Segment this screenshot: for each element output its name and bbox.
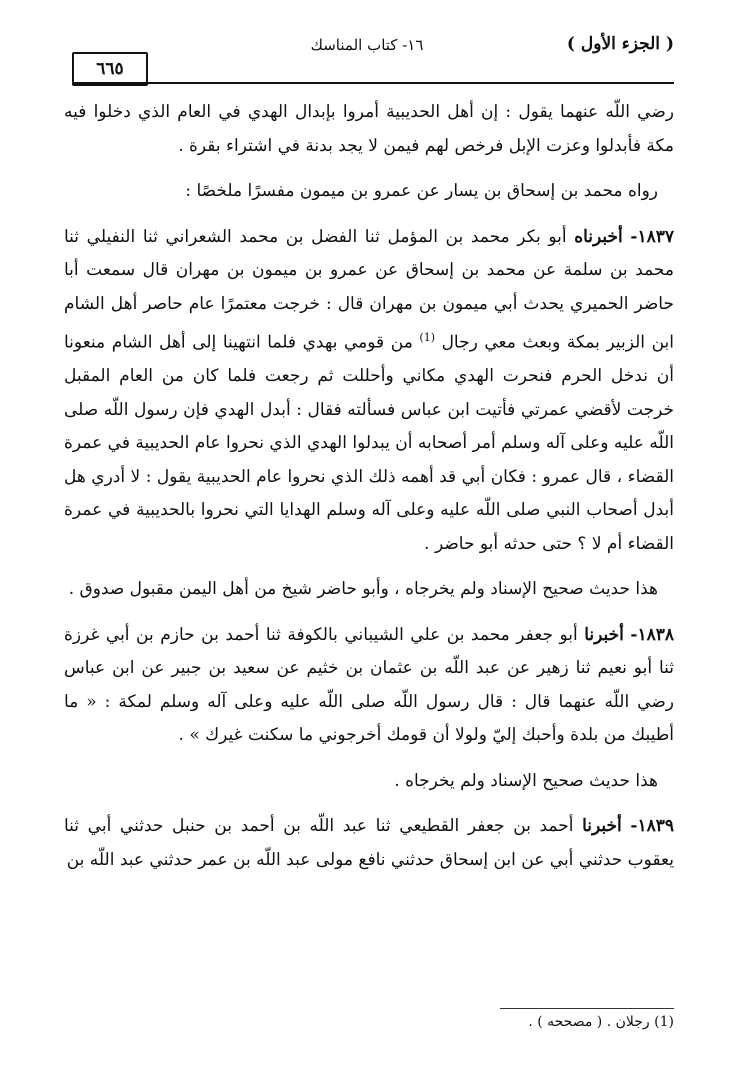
footnote-rule [500,1008,674,1009]
hadith-text: أحمد بن جعفر القطيعي ثنا عبد اللّه بن أحمد بن حنبل حدثني أبي ثنا يعقوب حدثني أبي عن ابن إسحاق حدثني نافع مولى عبد اللّه بن عمر حدثني عبد اللّه بن [64,816,674,870]
hadith-1838 [64,619,674,753]
footnote-text: رجلان . ( مصححه ) . [528,1014,650,1030]
paragraph-narration-note: رواه محمد بن إسحاق بن يسار عن عمرو بن ميمون مفسرًا ملخصًا : [185,181,658,201]
paragraph-intro: رضي اللّه عنهما يقول : إن أهل الحديبية أمروا بإبدال الهدي في العام الذي دخلوا فيه مكة فأبدلوا وعزت الإبل فرخص لهم فيمن لا يجد بدنة في اشتراء بقرة . [64,102,674,156]
footnote-marker: (1) [419,331,435,344]
grading-note-1837: هذا حديث صحيح الإسناد ولم يخرجاه ، وأبو حاضر شيخ من أهل اليمن مقبول صدوق . [68,579,658,600]
hadith-lead-word: أخبرنا [584,624,624,645]
hadith-lead-word: أخبرنا [582,816,622,837]
chapter-title: ١٦- كتاب المناسك [310,36,424,54]
header-rule [72,82,674,84]
hadith-text: أبو جعفر محمد بن علي الشيباني بالكوفة ثنا أحمد بن حازم بن أبي غرزة ثنا أبو نعيم ثنا زهير عن عبد اللّه بن عثمان بن خثيم عن سعيد بن جبير عن ابن عباس رضي اللّه عنهما قال : قال رسول اللّه صلى اللّه عليه وعلى آله وسلم لمكة : « ما أطيبك من بلدة وأحبك إليّ ولولا أن قومك أخرجوني ما سكنت غيرك » . [64,624,674,746]
hadith-1837 [64,221,674,562]
volume-label: ( الجزء الأول ) [566,34,674,54]
page-number: ٦٦٥ [72,52,148,86]
hadith-number: ١٨٣٧- [630,226,674,247]
page-body [64,96,674,877]
page-header [60,34,674,62]
hadith-1839 [64,810,674,877]
hadith-lead-word: أخبرناه [574,226,623,247]
grading-note-1838: هذا حديث صحيح الإسناد ولم يخرجاه . [394,770,658,791]
footnote [528,1014,674,1030]
hadith-number: ١٨٣٨- [630,624,674,645]
hadith-number: ١٨٣٩- [630,816,675,837]
footnote-mark: (1) [654,1014,674,1030]
hadith-text: أبو بكر محمد بن المؤمل ثنا الفضل بن محمد الشعراني ثنا النفيلي ثنا محمد بن سلمة عن محمد بن إسحاق عن عمرو بن ميمون بن مهران قال سمعت أبا حاضر الحميري يحدث أبي ميمون بن مهران قال : خرجت معتمرًا عام حاصر أهل الشام ابن الزبير بمكة وبعث معي رجال [64,226,674,353]
hadith-text-continued: من قومي بهدي فلما انتهينا إلى أهل الشام منعونا أن ندخل الحرم فنحرت الهدي مكاني وأحللت ثم رجعت فلما كان من العام المقبل خرجت لأقضي عمرتي فأتيت ابن عباس فسألته فقال : أبدل الهدي فإن رسول اللّه صلى اللّه عليه وعلى آله وسلم أمر أصحابه أن يبدلوا الهدي الذي نحروا عام الحديبية في عمرة القضاء ، قال عمرو : فكان أبي قد أهمه ذلك الذي نحروا عام الحديبية يقول : لا أدري هل أبدل أصحاب النبي صلى اللّه عليه وعلى آله وسلم الهدايا التي نحروا بالحديبية في عمرة القضاء أم لا ؟ حتى حدثه أبو حاضر . [64,332,674,554]
